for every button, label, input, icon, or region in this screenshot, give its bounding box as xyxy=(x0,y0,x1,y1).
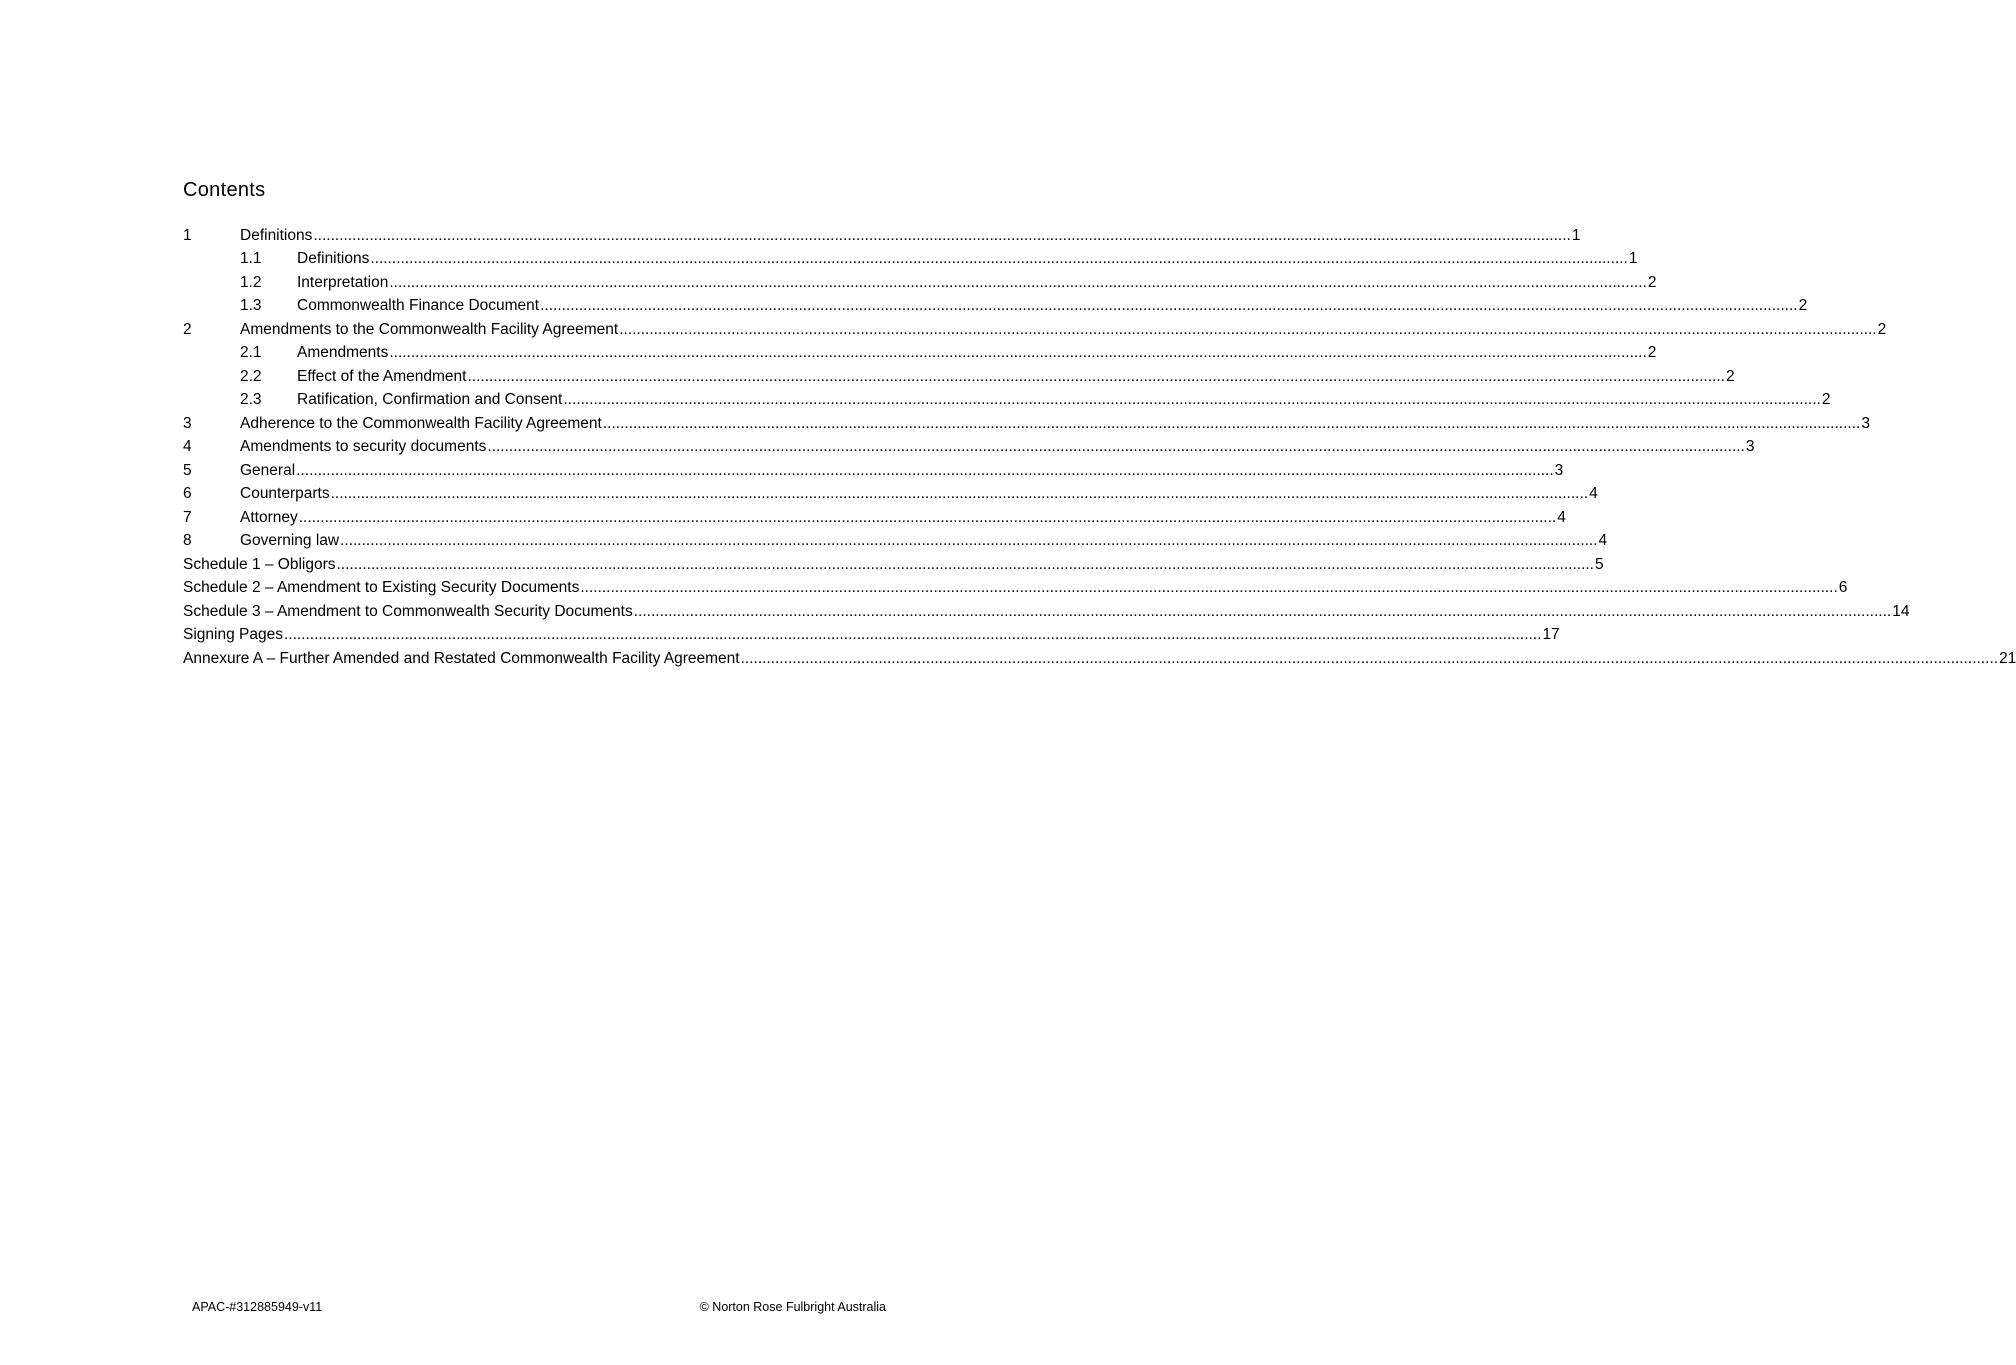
toc-entry[interactable] xyxy=(183,224,1581,248)
toc-entry-page-number: 21 xyxy=(1999,649,2016,667)
toc-entry-number: 6 xyxy=(183,485,192,503)
toc-entry-title: Schedule 3 – Amendment to Commonwealth Security Documents xyxy=(183,602,633,620)
toc-entry[interactable] xyxy=(183,530,1608,554)
toc-entry[interactable] xyxy=(183,342,1657,366)
toc-entry[interactable] xyxy=(183,483,1598,507)
toc-entry-page-number: 14 xyxy=(1892,602,1910,620)
toc-entry-number: 2.1 xyxy=(240,344,262,362)
toc-dot-leader xyxy=(284,626,1541,644)
toc-entry-number: 2 xyxy=(183,320,192,338)
toc-entry[interactable] xyxy=(183,647,2016,671)
toc-dot-leader xyxy=(296,462,1553,480)
toc-dot-leader xyxy=(337,556,1594,574)
toc-entry-page-number: 2 xyxy=(1821,391,1831,409)
toc-entry-title: Definitions xyxy=(240,226,313,244)
toc-entry[interactable] xyxy=(183,318,1887,342)
toc-dot-leader xyxy=(563,391,1820,409)
toc-dot-leader xyxy=(540,297,1797,315)
toc-dot-leader xyxy=(331,485,1588,503)
toc-dot-leader xyxy=(619,321,1876,339)
toc-entry-title: Commonwealth Finance Document xyxy=(297,297,540,315)
toc-entry-number: 2.2 xyxy=(240,367,262,385)
toc-entry-number: 1.1 xyxy=(240,250,262,268)
toc-entry-number: 5 xyxy=(183,461,192,479)
toc-entry-title: Amendments to the Commonwealth Facility Agreement xyxy=(240,320,619,338)
toc-entry-page-number: 17 xyxy=(1542,626,1560,644)
toc-entry[interactable] xyxy=(183,295,1808,319)
toc-entry-number: 1 xyxy=(183,226,192,244)
toc-entry-page-number: 2 xyxy=(1725,367,1735,385)
toc-entry-title: Amendments xyxy=(297,344,389,362)
toc-entry-page-number: 2 xyxy=(1647,273,1657,291)
toc-entry[interactable] xyxy=(183,600,1910,624)
toc-entry[interactable] xyxy=(183,412,1870,436)
toc-entry-title: Governing law xyxy=(240,532,340,550)
toc-entry-page-number: 4 xyxy=(1598,532,1608,550)
toc-entry-number: 7 xyxy=(183,508,192,526)
toc-entry-title: Counterparts xyxy=(240,485,330,503)
table-of-contents xyxy=(183,224,2016,671)
toc-dot-leader xyxy=(299,509,1556,527)
toc-entry[interactable] xyxy=(183,624,1560,648)
toc-entry-page-number: 2 xyxy=(1798,297,1808,315)
toc-entry[interactable] xyxy=(183,248,1638,272)
toc-entry-title: Effect of the Amendment xyxy=(297,367,467,385)
toc-entry-title: Annexure A – Further Amended and Restated Commonwealth Facility Agreement xyxy=(183,649,740,667)
toc-entry-page-number: 1 xyxy=(1571,226,1581,244)
toc-dot-leader xyxy=(370,250,1627,268)
toc-entry-page-number: 3 xyxy=(1745,438,1755,456)
toc-entry-page-number: 1 xyxy=(1628,250,1638,268)
toc-entry-title: Definitions xyxy=(297,250,370,268)
toc-dot-leader xyxy=(467,368,1724,386)
toc-entry-page-number: 3 xyxy=(1861,414,1870,432)
toc-entry-title: Interpretation xyxy=(297,273,389,291)
toc-entry-page-number: 2 xyxy=(1647,344,1657,362)
toc-dot-leader xyxy=(634,603,1891,621)
toc-entry[interactable] xyxy=(183,553,1604,577)
toc-entry-title: Schedule 2 – Amendment to Existing Security Documents xyxy=(183,579,580,597)
toc-entry-page-number: 4 xyxy=(1557,508,1566,526)
toc-entry-title: Amendments to security documents xyxy=(240,438,487,456)
toc-entry[interactable] xyxy=(183,365,1735,389)
toc-entry-page-number: 6 xyxy=(1838,579,1848,597)
toc-entry-number: 1.3 xyxy=(240,297,262,315)
page-title: Contents xyxy=(183,179,266,201)
document-reference: APAC-#312885949-v11 xyxy=(192,1300,323,1314)
toc-dot-leader xyxy=(313,227,1570,245)
toc-entry-page-number: 2 xyxy=(1877,320,1887,338)
toc-entry[interactable] xyxy=(183,271,1657,295)
toc-entry[interactable] xyxy=(183,436,1755,460)
toc-entry-title: Ratification, Confirmation and Consent xyxy=(297,391,563,409)
toc-entry-number: 3 xyxy=(183,414,192,432)
toc-entry-page-number: 5 xyxy=(1594,555,1604,573)
toc-entry[interactable] xyxy=(183,506,1566,530)
toc-entry-page-number: 4 xyxy=(1589,485,1598,503)
toc-entry-page-number: 3 xyxy=(1554,461,1564,479)
toc-dot-leader xyxy=(603,415,1860,433)
toc-entry[interactable] xyxy=(183,389,1831,413)
toc-entry-title: General xyxy=(240,461,296,479)
copyright-notice: © Norton Rose Fulbright Australia xyxy=(699,1300,886,1314)
toc-entry-number: 8 xyxy=(183,532,192,550)
toc-entry-number: 4 xyxy=(183,438,192,456)
toc-dot-leader xyxy=(487,438,1744,456)
toc-entry-title: Attorney xyxy=(240,508,298,526)
toc-entry-number: 1.2 xyxy=(240,273,262,291)
toc-dot-leader xyxy=(741,650,1998,668)
toc-dot-leader xyxy=(389,274,1646,292)
toc-entry[interactable] xyxy=(183,577,1848,601)
toc-entry-title: Schedule 1 – Obligors xyxy=(183,555,336,573)
toc-dot-leader xyxy=(580,579,1837,597)
toc-entry-title: Signing Pages xyxy=(183,626,283,644)
toc-entry-title: Adherence to the Commonwealth Facility Agreement xyxy=(240,414,602,432)
toc-dot-leader xyxy=(389,344,1646,362)
toc-dot-leader xyxy=(340,532,1597,550)
toc-entry[interactable] xyxy=(183,459,1564,483)
toc-entry-number: 2.3 xyxy=(240,391,262,409)
